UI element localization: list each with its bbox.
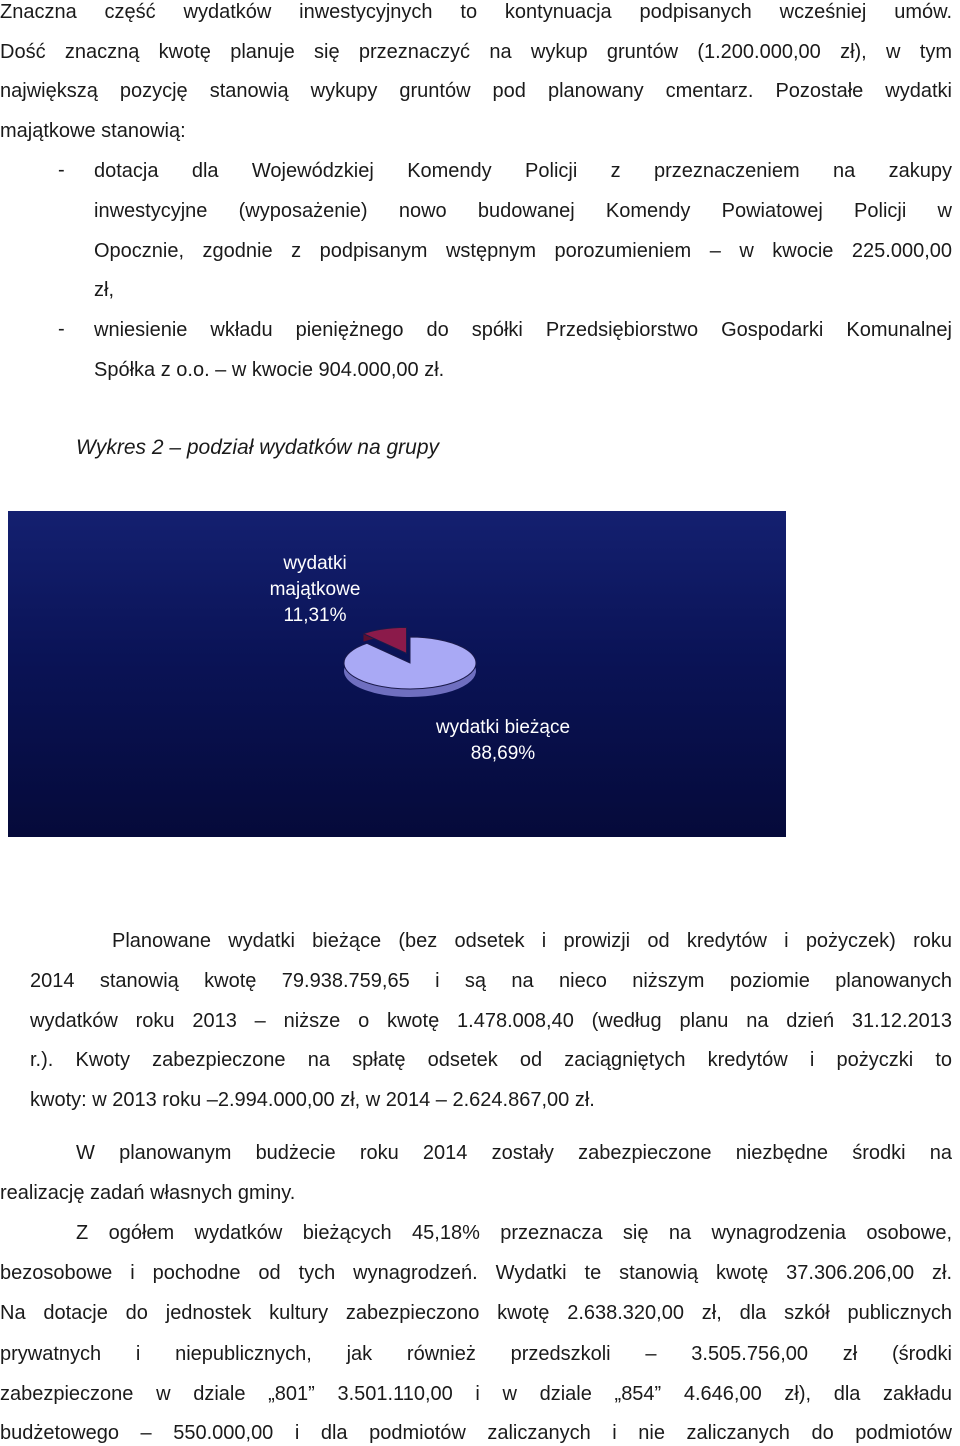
para3-line-6: budżetowego – 550.000,00 i dla podmiotów zaliczanych i nie zaliczanych do podmiotów bbox=[0, 1422, 952, 1444]
pie-chart bbox=[8, 511, 786, 837]
label-majatkowe bbox=[240, 551, 390, 629]
bullet-1-line-3: Opocznie, zgodnie z podpisanym wstępnym porozumieniem – w kwocie 225.000,00 bbox=[94, 240, 952, 262]
after-chart-line-5: kwoty: w 2013 roku –2.994.000,00 zł, w 2014 – 2.624.867,00 zł. bbox=[30, 1089, 595, 1111]
para3-line-5: zabezpieczone w dziale „801” 3.501.110,00 i w dziale „854” 4.646,00 zł), dla zakładu bbox=[0, 1383, 952, 1405]
label-biezace bbox=[408, 715, 598, 767]
label-majatkowe-value: 11,31% bbox=[283, 605, 347, 626]
after-chart-line-4: r.). Kwoty zabezpieczone na spłatę odsetek od zaciągniętych kredytów i pożyczki to bbox=[30, 1049, 952, 1071]
para3-line-2: bezosobowe i pochodne od tych wynagrodzeń. Wydatki te stanowią kwotę 37.306.206,00 zł. bbox=[0, 1262, 952, 1284]
para3-line-1: Z ogółem wydatków bieżących 45,18% przeznacza się na wynagrodzenia osobowe, bbox=[76, 1222, 952, 1244]
bullet-1-line-1: dotacja dla Wojewódzkiej Komendy Policji z przeznaczeniem na zakupy bbox=[94, 160, 952, 182]
label-biezace-value: 88,69% bbox=[470, 743, 536, 764]
intro-line-1: Znaczna część wydatków inwestycyjnych to kontynuacja podpisanych wcześniej umów. bbox=[0, 1, 952, 23]
figure-caption: Wykres 2 – podział wydatków na grupy bbox=[76, 436, 439, 459]
bullet-1-line-4: zł, bbox=[94, 279, 114, 301]
bullet-marker: - bbox=[58, 318, 65, 340]
para3-line-4: prywatnych i niepublicznych, jak również przedszkoli – 3.505.756,00 zł (środki bbox=[0, 1343, 952, 1365]
label-biezace-line-1: wydatki bieżące bbox=[435, 717, 571, 738]
after-chart-line-3: wydatków roku 2013 – niższe o kwotę 1.478.008,40 (według planu na dzień 31.12.2013 bbox=[30, 1010, 952, 1032]
pie-chart-svg bbox=[8, 511, 786, 837]
label-majatkowe-line-1: wydatki bbox=[283, 553, 347, 574]
para2-line-1: W planowanym budżecie roku 2014 zostały zabezpieczone niezbędne środki na bbox=[76, 1142, 952, 1164]
bullet-2-line-1: wniesienie wkładu pieniężnego do spółki Przedsiębiorstwo Gospodarki Komunalnej bbox=[94, 319, 952, 341]
bullet-marker: - bbox=[58, 159, 65, 181]
intro-line-2: Dość znaczną kwotę planuje się przeznaczyć na wykup gruntów (1.200.000,00 zł), w tym bbox=[0, 41, 952, 63]
label-majatkowe-line-2: majątkowe bbox=[269, 579, 361, 600]
intro-line-4: majątkowe stanowią: bbox=[0, 120, 186, 142]
para2-line-2: realizację zadań własnych gminy. bbox=[0, 1182, 296, 1204]
intro-line-3: największą pozycję stanowią wykupy gruntów pod planowany cmentarz. Pozostałe wydatki bbox=[0, 80, 952, 102]
after-chart-line-1: Planowane wydatki bieżące (bez odsetek i prowizji od kredytów i pożyczek) roku bbox=[112, 930, 952, 952]
para3-line-3: Na dotacje do jednostek kultury zabezpieczono kwotę 2.638.320,00 zł, dla szkół publicznych bbox=[0, 1302, 952, 1324]
bullet-1-line-2: inwestycyjne (wyposażenie) nowo budowanej Komendy Powiatowej Policji w bbox=[94, 200, 952, 222]
bullet-2-line-2: Spółka z o.o. – w kwocie 904.000,00 zł. bbox=[94, 359, 445, 381]
after-chart-line-2: 2014 stanowią kwotę 79.938.759,65 i są na nieco niższym poziomie planowanych bbox=[30, 970, 952, 992]
pie-slice-biezace bbox=[344, 637, 476, 689]
